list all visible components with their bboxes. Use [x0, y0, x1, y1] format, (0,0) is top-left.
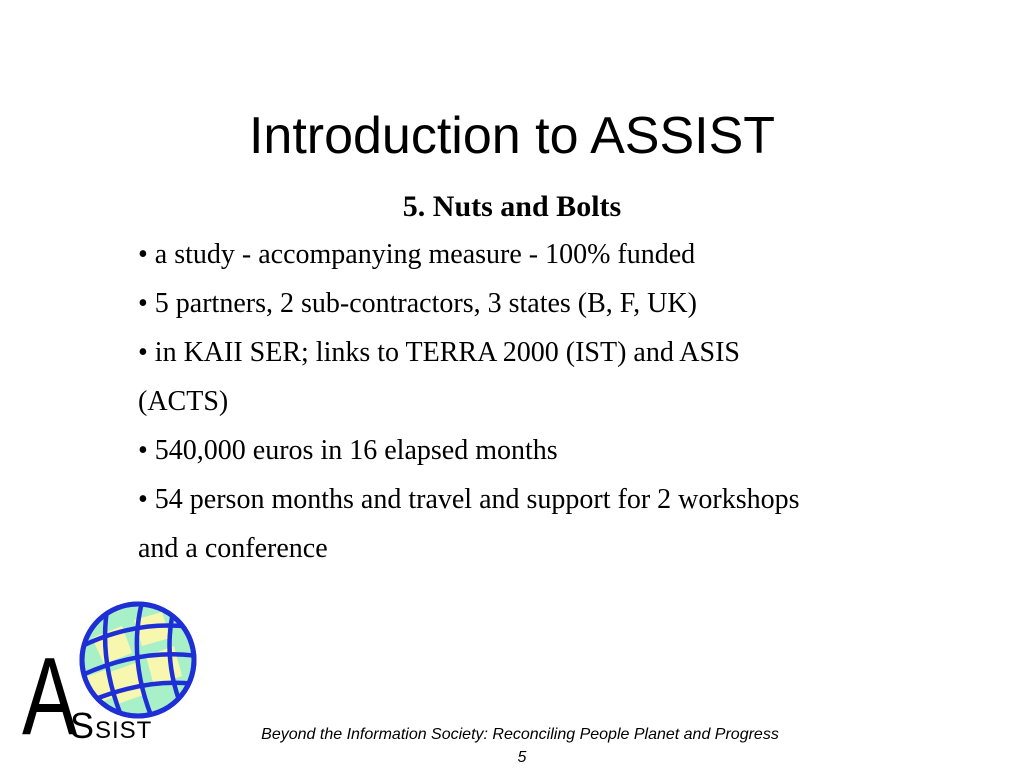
logo-letter-a: A: [22, 635, 78, 758]
logo-text-sist: SIST: [95, 717, 153, 744]
bullet-line: • 5 partners, 2 sub-contractors, 3 states (B, F, UK): [138, 288, 697, 319]
bullet-line: • a study - accompanying measure - 100% funded: [138, 239, 696, 270]
bullet-line: and a conference: [138, 533, 328, 564]
footer-text: Beyond the Information Society: Reconciling People Planet and Progress: [261, 726, 779, 743]
slide-subtitle: 5. Nuts and Bolts: [402, 190, 622, 223]
page-number: 5: [517, 749, 527, 766]
bullet-line: • 540,000 euros in 16 elapsed months: [138, 435, 558, 466]
bullet-line: (ACTS): [138, 386, 229, 417]
bullet-line: • 54 person months and travel and support for 2 workshops: [138, 484, 800, 515]
logo-letter-s: S: [70, 705, 95, 746]
bullet-line: • in KAII SER; links to TERRA 2000 (IST) and ASIS: [138, 337, 740, 368]
bullet-list: [138, 230, 968, 573]
slide-title: Introduction to ASSIST: [248, 107, 776, 165]
